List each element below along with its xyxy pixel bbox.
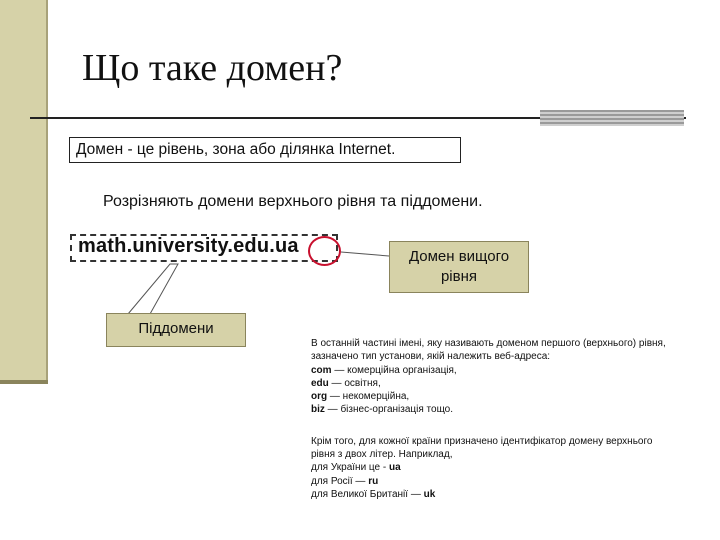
top-level-domain-callout: Домен вищого рівня <box>389 241 529 293</box>
definition-term: Домен <box>76 141 124 158</box>
distinguish-text: Розрізняють домени верхнього рівня та піддомени. <box>103 193 483 210</box>
definition-text: - це рівень, зона або ділянка Internet. <box>123 141 396 158</box>
country-intro: Крім того, для кожної країни призначено ідентифікатор домену верхнього рівня з двох літер. Наприклад, <box>311 435 653 461</box>
country-ua: для України це - ua <box>311 462 401 474</box>
info-intro: В останній частині імені, яку називають доменом першого (верхнього) рівня, зазначено тип установи, якій належить веб-адреса: <box>311 338 666 363</box>
subdomain-pointer <box>128 264 178 314</box>
subdomain-callout: Піддомени <box>106 313 246 347</box>
country-uk: для Великої Британії — uk <box>311 488 436 500</box>
type-org: org — некомерційна, <box>311 391 410 403</box>
country-ru: для Росії — ru <box>311 475 379 487</box>
info-text-block <box>311 337 671 501</box>
type-biz: biz — бізнес-організація тощо. <box>311 404 454 416</box>
slide-title: Що таке домен? <box>82 47 343 89</box>
type-edu: edu — освітня, <box>311 377 381 389</box>
top-level-pointer-line <box>341 252 389 256</box>
type-com: com — комерційна організація, <box>311 364 457 376</box>
domain-example: math.university.edu.ua <box>78 235 299 257</box>
